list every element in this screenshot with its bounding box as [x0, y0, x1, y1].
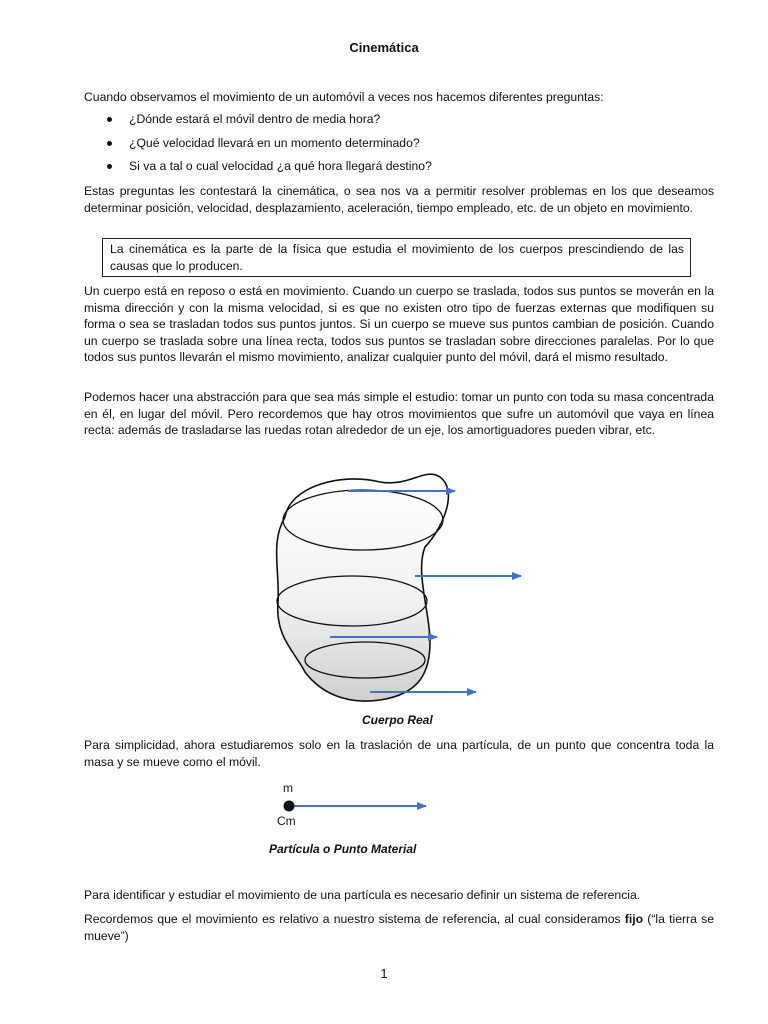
list-item: ¿Qué velocidad llevará en un momento determinado? — [84, 135, 714, 159]
reference-paragraph: Para identificar y estudiar el movimiento de una partícula es necesario definir un sistema de referencia. — [84, 888, 641, 902]
figure1-caption: Cuerpo Real — [362, 713, 433, 727]
list-item: Si va a tal o cual velocidad ¿a qué hora llegará destino? — [84, 158, 714, 182]
real-body-figure — [260, 462, 560, 712]
body-outline — [277, 474, 449, 701]
mass-label: m — [283, 781, 293, 795]
page-number: 1 — [380, 966, 388, 981]
definition-box: La cinemática es la parte de la física que estudia el movimiento de los cuerpos prescindiendo de las causas que lo producen. — [102, 238, 691, 277]
center-of-mass-label: Cm — [277, 814, 296, 828]
abstraction-paragraph: Podemos hacer una abstracción para que sea más simple el estudio: tomar un punto con toda su masa concentrada en él, en lugar del móvil. Pero recordemos que hay otros movimientos que sufre un automóvil que vaya en línea recta: además de trasladarse las ruedas rotan alrededor de un eje, los amortiguadores pueden vibrar, etc. — [84, 390, 714, 438]
particle-dot — [284, 801, 295, 812]
page-title: Cinemática — [349, 40, 419, 55]
relative-text-end: (“la tierra se mueve”) — [84, 912, 714, 943]
fixed-term: fijo — [624, 912, 644, 926]
answers-paragraph: Estas preguntas les contestará la cinemática, o sea nos va a permitir resolver problemas en los que deseamos determinar posición, velocidad, desplazamiento, aceleración, tiempo empleado, etc. de un objeto en movimiento. — [84, 184, 714, 215]
motion-paragraph: Un cuerpo está en reposo o está en movimiento. Cuando un cuerpo se traslada, todos sus puntos se moverán en la misma dirección y con la misma velocidad, si es que no existen otro tipo de fuerzas externas que modifiquen su forma o sea se trasladan todos sus puntos juntos. Si un cuerpo se mueve sus puntos cambian de posición. Cuando un cuerpo se traslada sobre una línea recta, todos sus puntos se trasladan sobre direcciones paralelas. Por lo que todos sus puntos llevarán el mismo movimiento, analizar cualquier punto del móvil, dará el mismo resultado. — [84, 284, 714, 365]
figure2-caption: Partícula o Punto Material — [269, 842, 417, 856]
simplicity-paragraph: Para simplicidad, ahora estudiaremos solo en la traslación de una partícula, de un punto que concentra toda la masa y se mueve como el móvil. — [84, 738, 714, 769]
particle-figure — [280, 796, 440, 816]
list-item: ¿Dónde estará el móvil dentro de media hora? — [84, 111, 714, 135]
relative-text: Recordemos que el movimiento es relativo a nuestro sistema de referencia, al cual consideramos — [84, 912, 625, 926]
question-list — [84, 111, 714, 182]
intro-paragraph: Cuando observamos el movimiento de un automóvil a veces nos hacemos diferentes preguntas: — [84, 90, 604, 104]
relative-paragraph — [84, 911, 714, 944]
